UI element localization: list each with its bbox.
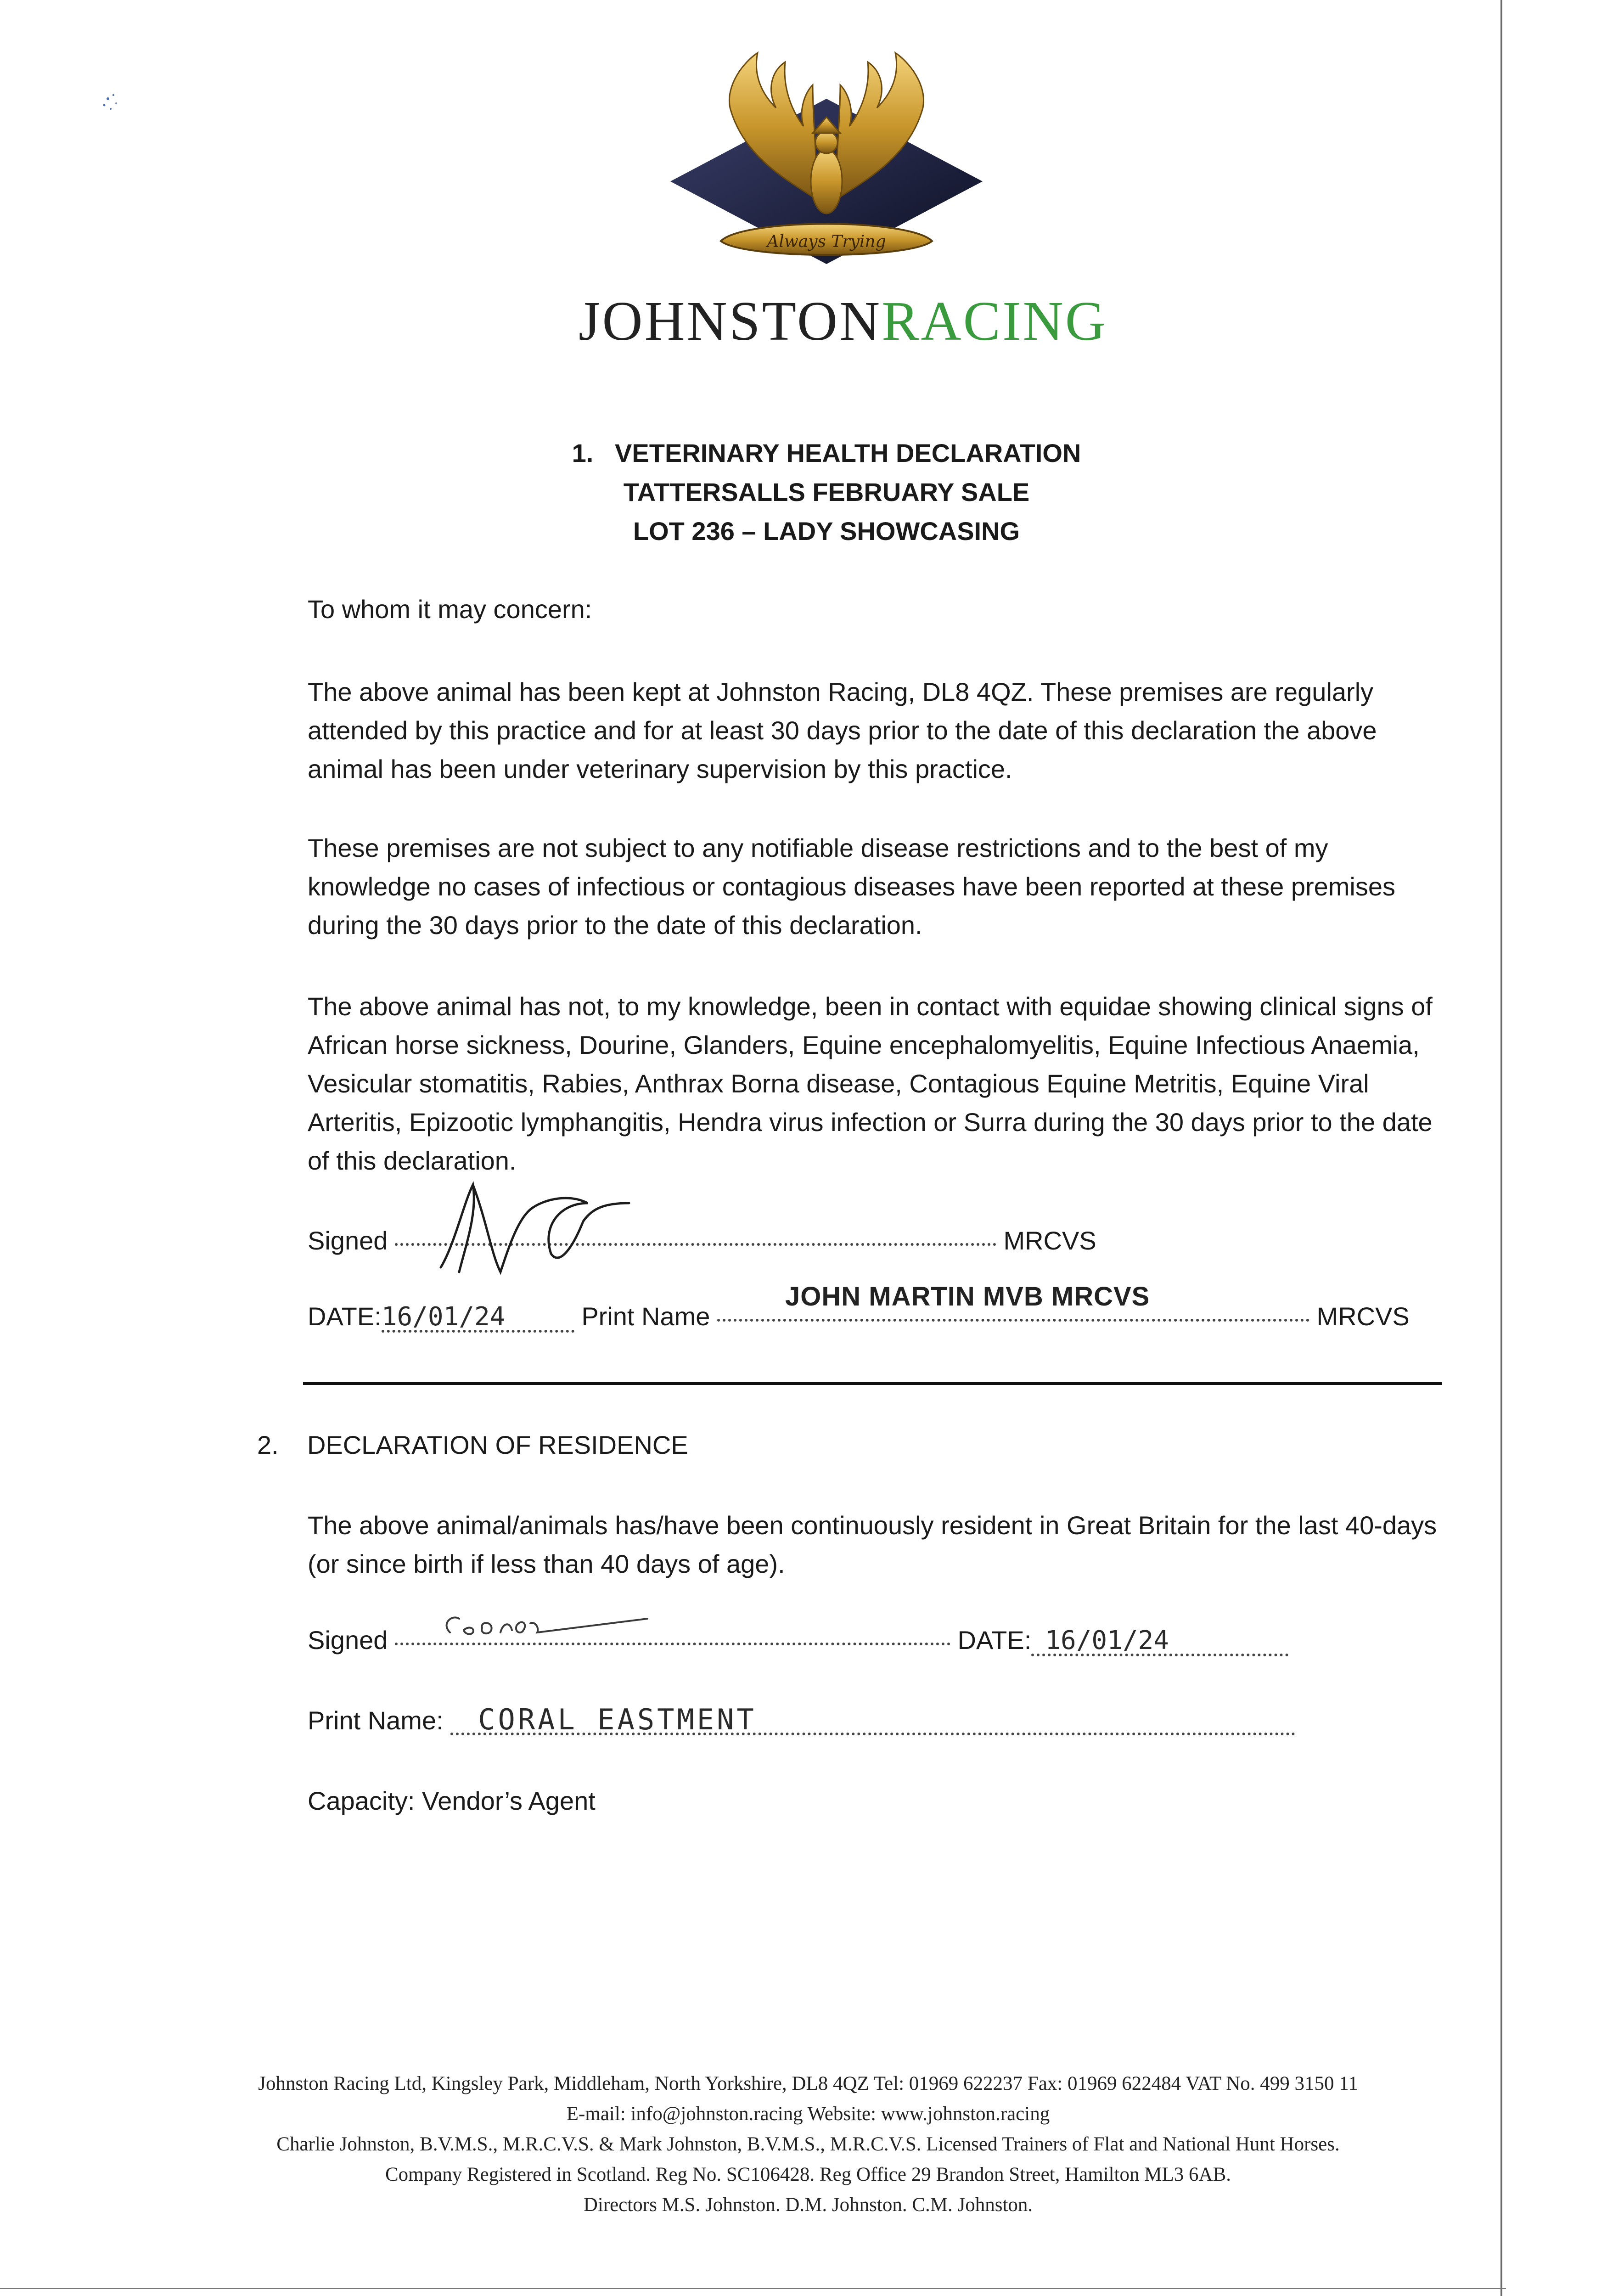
vet-print-name-stamp: JOHN MARTIN MVB MRCVS: [785, 1282, 1150, 1311]
footer-line-1: Johnston Racing Ltd, Kingsley Park, Middleham, North Yorkshire, DL8 4QZ Tel: 01969 622237 Fax: 01969 622484 VAT No. 499 3150 11: [258, 2073, 1358, 2094]
footer-line-5: Directors M.S. Johnston. D.M. Johnston. C.M. Johnston.: [583, 2194, 1033, 2216]
brand-racing: RACING: [882, 290, 1107, 352]
section2-title-text: DECLARATION OF RESIDENCE: [307, 1430, 688, 1459]
section2-title: [257, 1426, 688, 1464]
section1-number: 1.: [572, 439, 594, 467]
page-edge: [1500, 0, 1502, 2296]
section2-paragraph: The above animal/animals has/have been continuously resident in Great Britain for the last 40-days (or since birth if less than 40 days of age).: [308, 1511, 1437, 1578]
vet-date-value: 16/01/24: [382, 1304, 574, 1333]
page-edge-bottom: [0, 2288, 1506, 2289]
vet-signature: [422, 1176, 638, 1286]
agent-date-value: 16/01/24: [1031, 1628, 1288, 1656]
section1-subtitle: TATTERSALLS FEBRUARY SALE: [623, 478, 1030, 506]
section1-lot: LOT 236 – LADY SHOWCASING: [633, 517, 1020, 546]
brand-wordmark: [579, 289, 1107, 354]
footer-line-2: E-mail: info@johnston.racing Website: www.johnston.racing: [566, 2103, 1050, 2125]
agent-print-name-line: [308, 1701, 1295, 1740]
agent-signature: [432, 1607, 670, 1649]
paragraph-1: The above animal has been kept at Johnston Racing, DL8 4QZ. These premises are regularly attended by this practice and for at least 30 days prior to the date of this declaration the above animal has been under veterinary supervision by this practice.: [308, 677, 1377, 783]
scan-speck: [99, 90, 126, 117]
section2-number: 2.: [257, 1430, 279, 1459]
vet-signed-label: Signed: [308, 1226, 388, 1255]
logo-motto: Always Trying: [767, 232, 886, 251]
johnston-racing-logo: [652, 44, 1001, 282]
vet-print-name-label: Print Name: [581, 1302, 710, 1331]
footer: [106, 2069, 1511, 2220]
section1-title-text: VETERINARY HEALTH DECLARATION: [615, 439, 1081, 467]
agent-date-label: DATE:: [957, 1626, 1032, 1654]
brand-johnston: JOHNSTON: [579, 290, 882, 352]
paragraph-3: The above animal has not, to my knowledge, been in contact with equidae showing clinical signs of African horse sickness, Dourine, Glanders, Equine encephalomyelitis, Equine Infectious Anaemia, Vesicular stomatitis, Rabies, Anthrax Borna disease, Contagious Equine Metritis, Equine Viral Arteritis, Epizootic lymphangitis, Hendra virus infection or Surra during the 30 days prior to the date of this declaration.: [308, 992, 1433, 1175]
vet-signed-suffix: MRCVS: [1003, 1226, 1096, 1255]
section1-title: [459, 434, 1194, 473]
footer-line-4: Company Registered in Scotland. Reg No. SC106428. Reg Office 29 Brandon Street, Hamilton ML3 6AB.: [385, 2164, 1231, 2185]
agent-print-name-value: CORAL EASTMENT: [450, 1707, 1295, 1735]
vet-print-name-suffix: MRCVS: [1316, 1302, 1410, 1331]
capacity-line: Capacity: Vendor’s Agent: [308, 1786, 596, 1815]
paragraph-2: These premises are not subject to any notifiable disease restrictions and to the best of my knowledge no cases of infectious or contagious diseases have been reported at these premises during the 30 days prior to the date of this declaration.: [308, 833, 1396, 940]
footer-line-3: Charlie Johnston, B.V.M.S., M.R.C.V.S. & Mark Johnston, B.V.M.S., M.R.C.V.S. Licensed Trainers of Flat and National Hunt Horses.: [276, 2133, 1340, 2155]
salutation: To whom it may concern:: [308, 595, 592, 624]
vet-date-label: DATE:: [308, 1302, 382, 1331]
section-divider: [303, 1382, 1442, 1385]
agent-print-name-label: Print Name:: [308, 1706, 444, 1735]
agent-signed-label: Signed: [308, 1626, 388, 1654]
